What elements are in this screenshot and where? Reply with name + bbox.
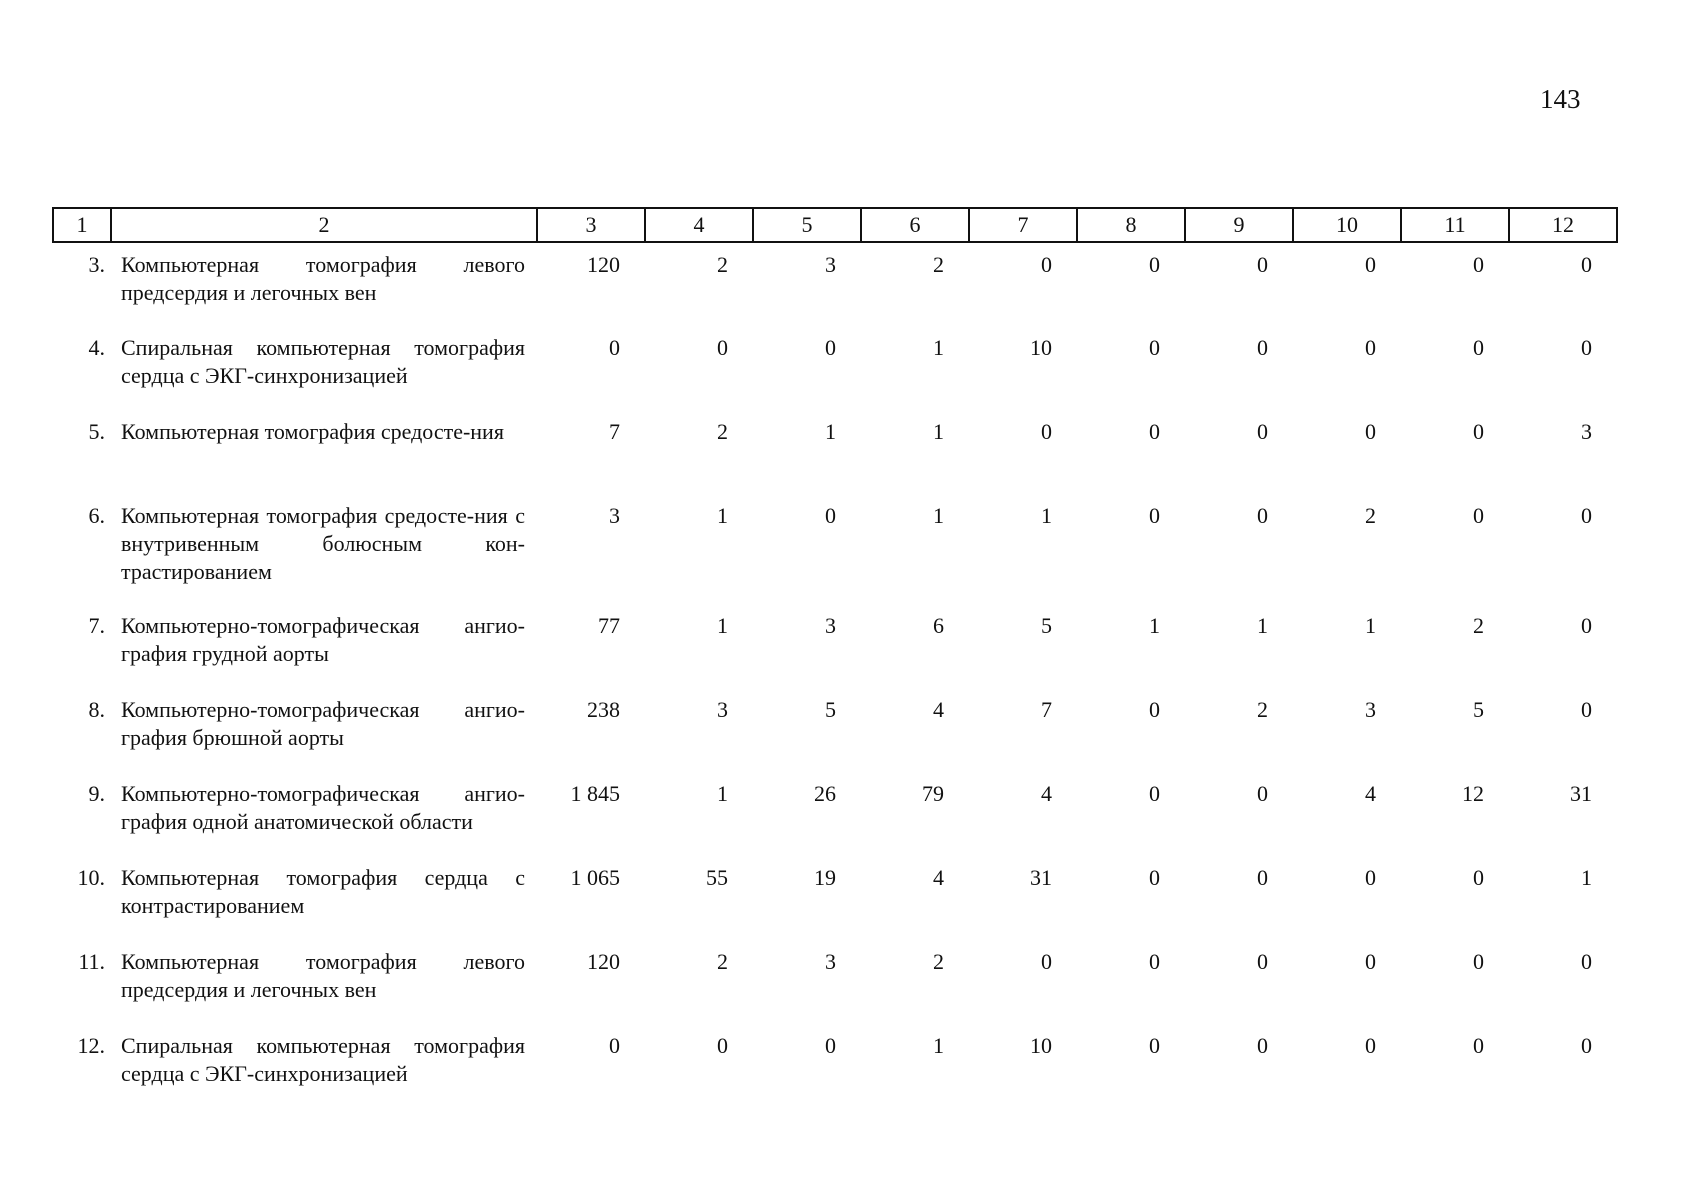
value-text: 0 xyxy=(1365,252,1376,277)
value-text: 1 845 xyxy=(570,781,620,806)
value-text: 3 xyxy=(1365,697,1376,722)
value-cell xyxy=(969,856,1077,940)
procedure-name: Компьютерная томография средосте-ния с внутривенным болюсным кон-трастированием xyxy=(121,503,525,584)
value-text: 1 xyxy=(1041,503,1052,528)
value-text: 55 xyxy=(706,865,728,890)
value-cell xyxy=(537,940,645,1024)
value-cell xyxy=(1077,1024,1185,1108)
value-cell xyxy=(537,410,645,494)
value-text: 12 xyxy=(1462,781,1484,806)
value-text: 0 xyxy=(1581,1033,1592,1058)
value-text: 0 xyxy=(825,335,836,360)
value-cell xyxy=(861,856,969,940)
value-text: 0 xyxy=(1149,503,1160,528)
value-text: 4 xyxy=(1041,781,1052,806)
column-header: 6 xyxy=(861,208,969,242)
value-cell xyxy=(1185,410,1293,494)
value-text: 2 xyxy=(717,252,728,277)
row-number: 9. xyxy=(88,781,105,806)
value-cell xyxy=(1509,242,1617,326)
value-cell xyxy=(537,242,645,326)
value-cell xyxy=(1509,1024,1617,1108)
value-text: 0 xyxy=(1365,335,1376,360)
value-text: 10 xyxy=(1030,1033,1052,1058)
column-header: 11 xyxy=(1401,208,1509,242)
value-cell xyxy=(753,242,861,326)
value-text: 1 xyxy=(1365,613,1376,638)
value-cell xyxy=(1401,242,1509,326)
value-cell xyxy=(645,410,753,494)
table-row xyxy=(53,326,1617,410)
value-text: 0 xyxy=(1473,419,1484,444)
value-text: 26 xyxy=(814,781,836,806)
value-cell xyxy=(1077,326,1185,410)
value-text: 1 xyxy=(1149,613,1160,638)
value-cell xyxy=(1509,494,1617,604)
column-header: 1 xyxy=(53,208,111,242)
value-cell xyxy=(645,242,753,326)
value-cell xyxy=(645,688,753,772)
value-text: 0 xyxy=(1257,252,1268,277)
value-cell xyxy=(1185,494,1293,604)
value-text: 0 xyxy=(1365,1033,1376,1058)
procedure-name: Компьютерно-томографическая ангио-графия брюшной аорты xyxy=(121,697,525,750)
value-cell xyxy=(645,940,753,1024)
value-cell xyxy=(861,494,969,604)
value-text: 1 xyxy=(1257,613,1268,638)
value-text: 0 xyxy=(1257,335,1268,360)
value-text: 7 xyxy=(1041,697,1052,722)
value-cell xyxy=(1293,242,1401,326)
value-text: 0 xyxy=(1149,1033,1160,1058)
value-cell xyxy=(537,856,645,940)
value-text: 2 xyxy=(717,949,728,974)
value-text: 0 xyxy=(1473,252,1484,277)
value-text: 31 xyxy=(1570,781,1592,806)
value-cell xyxy=(969,326,1077,410)
value-cell xyxy=(537,1024,645,1108)
value-cell xyxy=(1185,772,1293,856)
value-cell xyxy=(969,410,1077,494)
value-cell xyxy=(861,242,969,326)
value-text: 2 xyxy=(1365,503,1376,528)
value-text: 2 xyxy=(933,949,944,974)
value-cell xyxy=(1293,772,1401,856)
value-text: 4 xyxy=(1365,781,1376,806)
value-cell xyxy=(537,772,645,856)
table-body xyxy=(53,242,1617,1108)
row-number: 6. xyxy=(88,503,105,528)
procedure-name: Компьютерная томография сердца с контрастированием xyxy=(121,865,525,918)
procedure-name: Компьютерно-томографическая ангио-графия грудной аорты xyxy=(121,613,525,666)
value-text: 0 xyxy=(1473,865,1484,890)
value-cell xyxy=(537,326,645,410)
value-cell xyxy=(861,410,969,494)
value-cell xyxy=(969,494,1077,604)
table-row xyxy=(53,940,1617,1024)
value-text: 79 xyxy=(922,781,944,806)
value-text: 19 xyxy=(814,865,836,890)
value-cell xyxy=(1509,772,1617,856)
value-cell xyxy=(1077,688,1185,772)
value-cell xyxy=(1185,688,1293,772)
value-cell xyxy=(1293,1024,1401,1108)
value-cell xyxy=(969,1024,1077,1108)
value-text: 3 xyxy=(825,252,836,277)
value-text: 1 xyxy=(933,419,944,444)
value-cell xyxy=(1401,410,1509,494)
value-text: 0 xyxy=(1581,697,1592,722)
value-cell xyxy=(1077,940,1185,1024)
value-text: 2 xyxy=(1257,697,1268,722)
column-header: 8 xyxy=(1077,208,1185,242)
value-text: 1 xyxy=(933,503,944,528)
column-header: 2 xyxy=(111,208,537,242)
value-cell xyxy=(1185,242,1293,326)
value-cell xyxy=(1509,410,1617,494)
value-cell xyxy=(753,772,861,856)
value-text: 0 xyxy=(1365,419,1376,444)
row-number: 4. xyxy=(88,335,105,360)
value-text: 0 xyxy=(1581,613,1592,638)
value-cell xyxy=(1185,326,1293,410)
value-text: 1 xyxy=(717,503,728,528)
table-row xyxy=(53,856,1617,940)
value-text: 0 xyxy=(1257,949,1268,974)
value-text: 1 xyxy=(825,419,836,444)
procedure-name: Компьютерная томография средосте-ния xyxy=(121,419,504,444)
value-cell xyxy=(1077,856,1185,940)
value-cell xyxy=(753,494,861,604)
value-text: 1 xyxy=(933,335,944,360)
value-cell xyxy=(1509,604,1617,688)
value-cell xyxy=(1401,326,1509,410)
value-text: 0 xyxy=(1257,503,1268,528)
value-cell xyxy=(1185,856,1293,940)
value-text: 0 xyxy=(609,1033,620,1058)
page-number: 143 xyxy=(1540,84,1581,114)
value-text: 0 xyxy=(1473,335,1484,360)
value-text: 0 xyxy=(1149,949,1160,974)
value-cell xyxy=(753,940,861,1024)
value-text: 3 xyxy=(825,613,836,638)
value-text: 0 xyxy=(717,1033,728,1058)
value-text: 2 xyxy=(717,419,728,444)
row-number: 10. xyxy=(77,865,105,890)
value-cell xyxy=(969,940,1077,1024)
column-header: 3 xyxy=(537,208,645,242)
value-text: 5 xyxy=(1473,697,1484,722)
value-text: 0 xyxy=(1473,503,1484,528)
value-cell xyxy=(969,688,1077,772)
value-text: 5 xyxy=(825,697,836,722)
value-text: 1 xyxy=(933,1033,944,1058)
table-row xyxy=(53,604,1617,688)
value-cell xyxy=(1293,604,1401,688)
value-cell xyxy=(861,1024,969,1108)
value-text: 0 xyxy=(1257,419,1268,444)
value-cell xyxy=(1401,856,1509,940)
value-cell xyxy=(969,242,1077,326)
value-cell xyxy=(753,410,861,494)
value-text: 3 xyxy=(1581,419,1592,444)
value-cell xyxy=(969,772,1077,856)
value-text: 7 xyxy=(609,419,620,444)
value-text: 2 xyxy=(1473,613,1484,638)
value-text: 120 xyxy=(587,949,620,974)
value-cell xyxy=(1185,940,1293,1024)
value-text: 31 xyxy=(1030,865,1052,890)
value-cell xyxy=(1401,494,1509,604)
value-text: 0 xyxy=(1149,252,1160,277)
value-cell xyxy=(753,604,861,688)
value-text: 0 xyxy=(1149,781,1160,806)
value-cell xyxy=(1293,494,1401,604)
value-text: 0 xyxy=(1149,865,1160,890)
value-text: 0 xyxy=(1149,335,1160,360)
data-table xyxy=(52,207,1618,1108)
value-text: 10 xyxy=(1030,335,1052,360)
value-text: 0 xyxy=(1257,1033,1268,1058)
procedure-name: Компьютерно-томографическая ангио-графия одной анатомической области xyxy=(121,781,525,834)
table-row xyxy=(53,494,1617,604)
value-text: 6 xyxy=(933,613,944,638)
value-cell xyxy=(1401,688,1509,772)
value-cell xyxy=(1509,940,1617,1024)
value-cell xyxy=(753,1024,861,1108)
value-cell xyxy=(1077,410,1185,494)
value-text: 0 xyxy=(825,1033,836,1058)
value-text: 0 xyxy=(1257,865,1268,890)
value-text: 0 xyxy=(1041,949,1052,974)
value-cell xyxy=(1401,772,1509,856)
value-cell xyxy=(1401,1024,1509,1108)
value-text: 0 xyxy=(609,335,620,360)
value-text: 0 xyxy=(1581,503,1592,528)
value-text: 0 xyxy=(1149,697,1160,722)
value-text: 0 xyxy=(1581,252,1592,277)
value-cell xyxy=(1077,604,1185,688)
row-number: 3. xyxy=(88,252,105,277)
value-cell xyxy=(1077,772,1185,856)
value-cell xyxy=(645,856,753,940)
value-text: 77 xyxy=(598,613,620,638)
value-text: 3 xyxy=(609,503,620,528)
value-cell xyxy=(645,1024,753,1108)
column-header: 7 xyxy=(969,208,1077,242)
column-header: 5 xyxy=(753,208,861,242)
value-cell xyxy=(537,604,645,688)
value-cell xyxy=(645,604,753,688)
value-text: 3 xyxy=(825,949,836,974)
value-text: 0 xyxy=(717,335,728,360)
value-cell xyxy=(645,326,753,410)
column-number-header-row xyxy=(53,208,1617,242)
row-number: 7. xyxy=(88,613,105,638)
value-text: 0 xyxy=(1041,419,1052,444)
procedure-name: Компьютерная томография левого предсердия и легочных вен xyxy=(121,949,525,1002)
value-cell xyxy=(753,326,861,410)
value-cell xyxy=(1293,856,1401,940)
value-cell xyxy=(1293,326,1401,410)
value-text: 5 xyxy=(1041,613,1052,638)
table-row xyxy=(53,1024,1617,1108)
value-text: 238 xyxy=(587,697,620,722)
column-header: 9 xyxy=(1185,208,1293,242)
value-text: 0 xyxy=(1581,335,1592,360)
value-cell xyxy=(1293,410,1401,494)
value-text: 0 xyxy=(1257,781,1268,806)
column-header: 10 xyxy=(1293,208,1401,242)
value-text: 1 065 xyxy=(570,865,620,890)
value-cell xyxy=(969,604,1077,688)
value-text: 1 xyxy=(717,781,728,806)
value-cell xyxy=(1509,688,1617,772)
data-table-container xyxy=(52,207,1616,1108)
value-cell xyxy=(1185,604,1293,688)
value-text: 2 xyxy=(933,252,944,277)
row-number: 8. xyxy=(88,697,105,722)
table-row xyxy=(53,410,1617,494)
value-text: 1 xyxy=(1581,865,1592,890)
value-cell xyxy=(861,688,969,772)
value-cell xyxy=(1185,1024,1293,1108)
value-cell xyxy=(537,688,645,772)
row-number: 12. xyxy=(77,1033,105,1058)
value-cell xyxy=(645,494,753,604)
value-cell xyxy=(1077,242,1185,326)
column-header: 12 xyxy=(1509,208,1617,242)
value-cell xyxy=(1293,940,1401,1024)
value-text: 0 xyxy=(1473,949,1484,974)
value-text: 120 xyxy=(587,252,620,277)
row-number: 5. xyxy=(88,419,105,444)
value-text: 0 xyxy=(825,503,836,528)
value-cell xyxy=(1077,494,1185,604)
procedure-name: Спиральная компьютерная томография сердца с ЭКГ-синхронизацией xyxy=(121,335,525,388)
table-row xyxy=(53,688,1617,772)
value-cell xyxy=(1401,604,1509,688)
value-cell xyxy=(1401,940,1509,1024)
column-header: 4 xyxy=(645,208,753,242)
value-text: 0 xyxy=(1365,949,1376,974)
table-row xyxy=(53,772,1617,856)
value-text: 0 xyxy=(1581,949,1592,974)
value-cell xyxy=(861,772,969,856)
value-cell xyxy=(753,856,861,940)
value-text: 4 xyxy=(933,865,944,890)
table-row xyxy=(53,242,1617,326)
procedure-name: Спиральная компьютерная томография сердца с ЭКГ-синхронизацией xyxy=(121,1033,525,1086)
value-cell xyxy=(645,772,753,856)
value-text: 3 xyxy=(717,697,728,722)
value-text: 0 xyxy=(1149,419,1160,444)
value-text: 4 xyxy=(933,697,944,722)
row-number: 11. xyxy=(78,949,105,974)
value-cell xyxy=(1509,326,1617,410)
value-text: 1 xyxy=(717,613,728,638)
value-text: 0 xyxy=(1041,252,1052,277)
value-cell xyxy=(753,688,861,772)
value-cell xyxy=(861,604,969,688)
value-text: 0 xyxy=(1473,1033,1484,1058)
value-cell xyxy=(861,326,969,410)
value-cell xyxy=(861,940,969,1024)
value-cell xyxy=(1293,688,1401,772)
value-cell xyxy=(1509,856,1617,940)
value-cell xyxy=(537,494,645,604)
procedure-name: Компьютерная томография левого предсердия и легочных вен xyxy=(121,252,525,305)
value-text: 0 xyxy=(1365,865,1376,890)
